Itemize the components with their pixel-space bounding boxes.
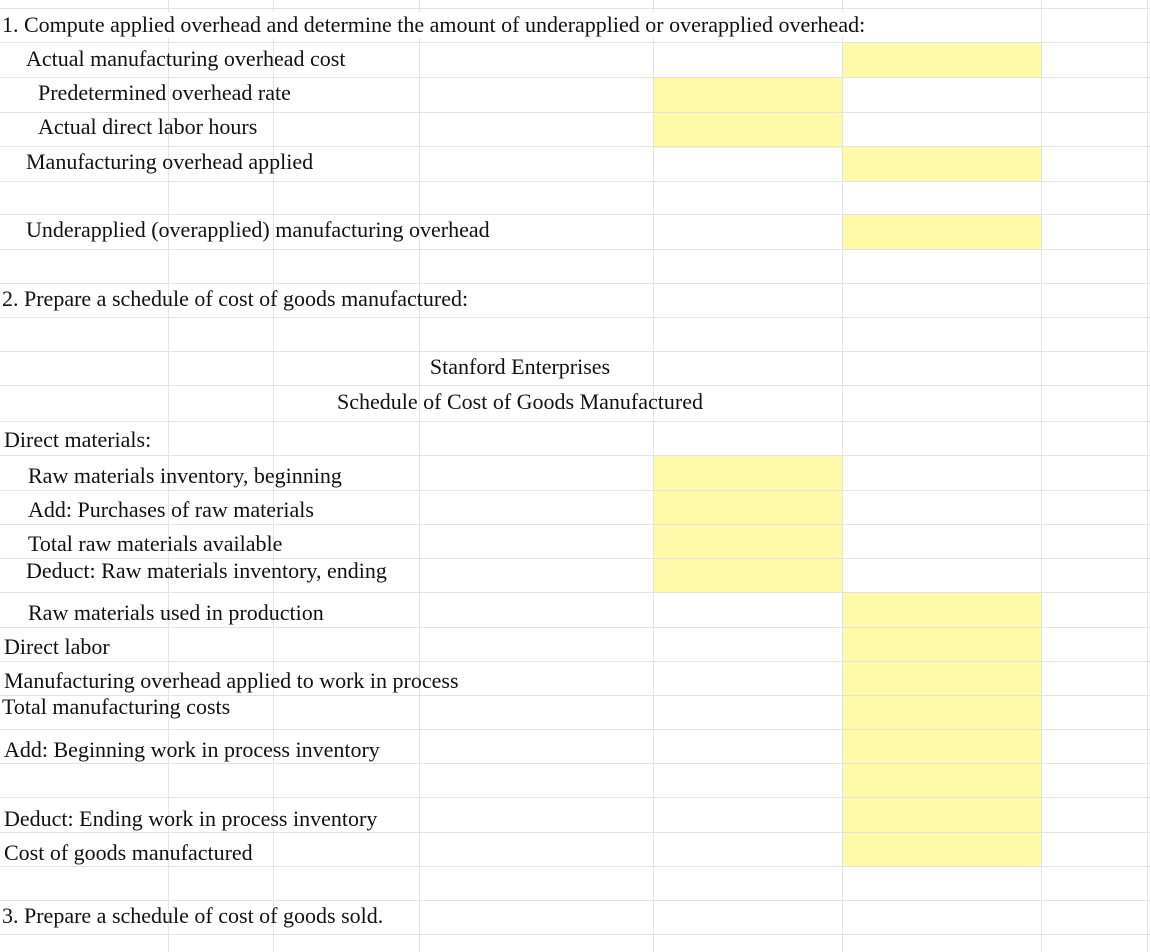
grid-row-line (0, 592, 1150, 593)
grid-row-line (0, 661, 1150, 662)
grid-col-line (419, 0, 420, 952)
schedule-title: Schedule of Cost of Goods Manufactured (337, 389, 703, 414)
grid-row-line (0, 42, 1150, 43)
grid-row-line (0, 283, 1150, 284)
label-overhead-applied: Manufacturing overhead applied (26, 149, 314, 174)
label-raw-materials-beginning: Raw materials inventory, beginning (28, 463, 342, 488)
part2-heading: 2. Prepare a schedule of cost of goods manufactured: (2, 286, 469, 311)
grid-col-line (1147, 0, 1148, 952)
grid-row-line (0, 421, 1150, 422)
grid-row-line (0, 146, 1150, 147)
input-actual-overhead-cell[interactable] (843, 42, 1041, 78)
grid-row-line (0, 112, 1150, 113)
label-ending-wip: Deduct: Ending work in process inventory (4, 806, 378, 831)
label-raw-materials-used: Raw materials used in production (28, 600, 324, 625)
grid-row-line (0, 524, 1150, 525)
label-actual-direct-labor-hours: Actual direct labor hours (38, 114, 258, 139)
label-underapplied-overapplied: Underapplied (overapplied) manufacturing overhead (26, 217, 490, 242)
grid-row-line (0, 8, 1150, 9)
input-overhead-applied-cell[interactable] (843, 147, 1041, 182)
label-purchases-raw-materials: Add: Purchases of raw materials (28, 497, 314, 522)
grid-row-line (0, 797, 1150, 798)
grid-col-line (842, 0, 843, 952)
grid-row-line (0, 900, 1150, 901)
label-beginning-wip: Add: Beginning work in process inventory (4, 737, 380, 762)
grid-row-line (0, 455, 1150, 456)
label-overhead-applied-wip: Manufacturing overhead applied to work in process (4, 668, 459, 693)
input-rate-and-hours-cells[interactable] (654, 78, 842, 148)
part3-heading: 3. Prepare a schedule of cost of goods sold. (2, 903, 384, 928)
label-predetermined-overhead-rate: Predetermined overhead rate (38, 80, 291, 105)
label-raw-materials-ending: Deduct: Raw materials inventory, ending (26, 558, 387, 583)
label-total-manufacturing-costs: Total manufacturing costs (2, 694, 231, 719)
grid-row-line (0, 214, 1150, 215)
label-cost-of-goods-manufactured: Cost of goods manufactured (4, 840, 253, 865)
label-direct-labor: Direct labor (4, 634, 110, 659)
input-under-over-cell[interactable] (843, 215, 1041, 250)
label-direct-materials: Direct materials: (4, 427, 152, 452)
grid-col-line (653, 0, 654, 952)
grid-row-line (0, 934, 1150, 935)
part1-heading: 1. Compute applied overhead and determine the amount of underapplied or overapplied overhead: (2, 12, 866, 37)
grid-row-line (0, 317, 1150, 318)
grid-row-line (0, 385, 1150, 386)
label-total-raw-materials-available: Total raw materials available (28, 531, 283, 556)
grid-row-line (0, 490, 1150, 491)
grid-row-line (0, 627, 1150, 628)
label-actual-overhead-cost: Actual manufacturing overhead cost (26, 46, 346, 71)
grid-row-line (0, 763, 1150, 764)
grid-row-line (0, 249, 1150, 250)
grid-row-line (0, 832, 1150, 833)
grid-col-line (1041, 0, 1042, 952)
grid-row-line (0, 866, 1150, 867)
grid-row-line (0, 181, 1150, 182)
grid-row-line (0, 351, 1150, 352)
grid-row-line (0, 729, 1150, 730)
grid-row-line (0, 77, 1150, 78)
schedule-company-name: Stanford Enterprises (429, 354, 611, 379)
